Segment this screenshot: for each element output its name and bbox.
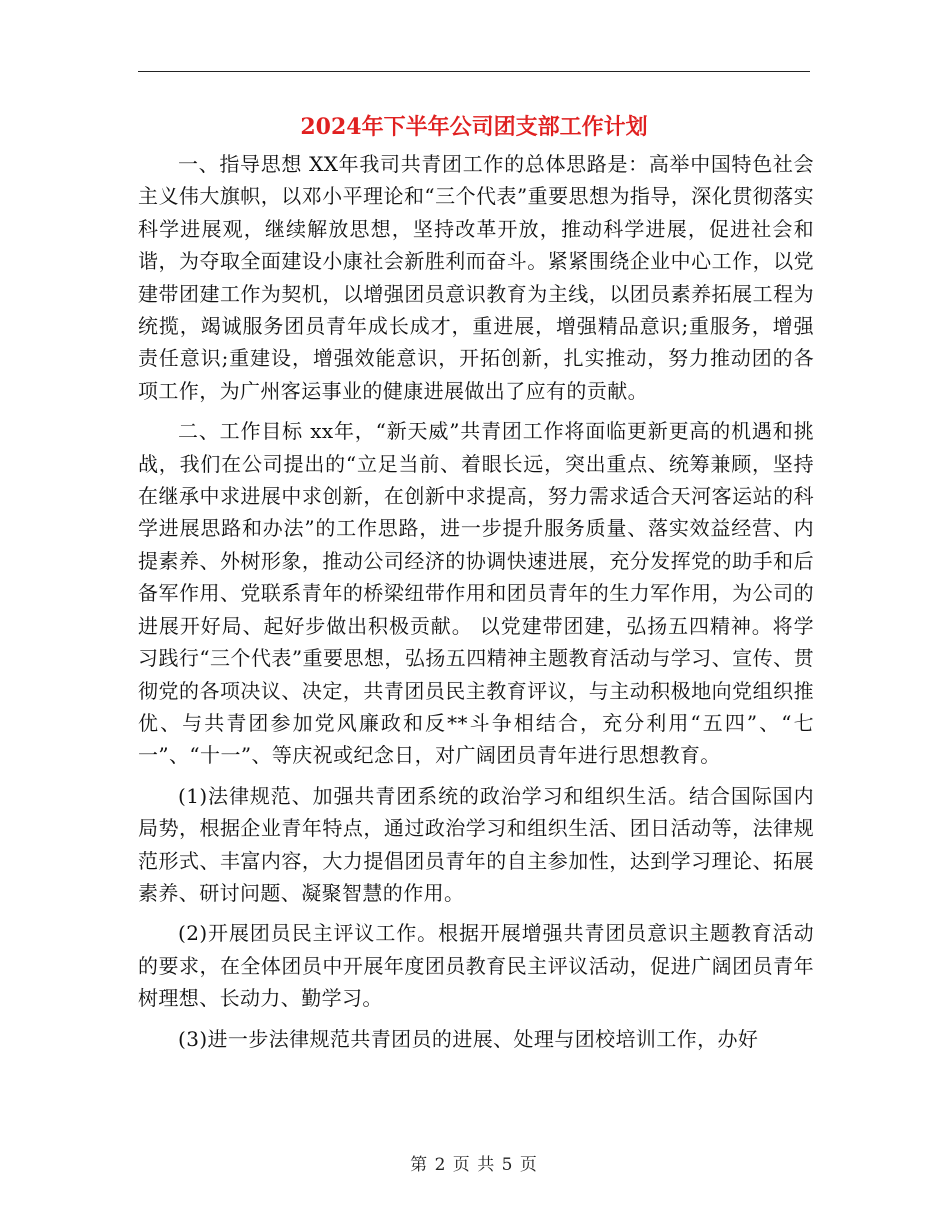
paragraph-guiding-ideology: 一、指导思想 XX年我司共青团工作的总体思路是：高举中国特色社会主义伟大旗帜，以邓小平理论和“三个代表”重要思想为指导，深化贯彻落实科学进展观，继续解放思想，坚持改革开放，推动科学进展，促进社会和谐，为夺取全面建设小康社会新胜利而奋斗。紧紧围绕企业中心工作，以党建带团建工作为契机，以增强团员意识教育为主线，以团员素养拓展工程为统揽，竭诚服务团员青年成长成才，重进展，增强精品意识;重服务，增强责任意识;重建设，增强效能意识，开拓创新，扎实推动，努力推动团的各项工作，为广州客运事业的健康进展做出了应有的贡献。 xyxy=(138,152,814,403)
document-title: 2024年下半年公司团支部工作计划 xyxy=(300,114,648,140)
header-rule xyxy=(138,71,810,72)
paragraph-work-goals: 二、工作目标 xx年，“新天威”共青团工作将面临更新更高的机遇和挑战，我们在公司提出的“立足当前、着眼长远，突出重点、统筹兼顾，坚持在继承中求进展中求创新，在创新中求提高，努力需求适合天河客运站的科学进展思路和办法”的工作思路，进一步提升服务质量、落实效益经营、内提素养、外树形象，推动公司经济的协调快速进展，充分发挥党的助手和后备军作用、党联系青年的桥梁纽带作用和团员青年的生力军作用，为公司的进展开好局、起好步做出积极贡献。 以党建带团建，弘扬五四精神。将学习践行“三个代表”重要思想，弘扬五四精神主题教育活动与学习、宣传、贯彻党的各项决议、决定，共青团员民主教育评议，与主动积极地向党组织推优、与共青团参加党风廉政和反**斗争相结合，充分利用“五四”、“七一”、“十一”、等庆祝或纪念日，对广阔团员青年进行思想教育。 xyxy=(138,419,814,768)
paragraph-item-2: (2)开展团员民主评议工作。根据开展增强共青团员意识主题教育活动的要求，在全体团员中开展年度团员教育民主评议活动，促进广阔团员青年树理想、长动力、勤学习。 xyxy=(138,921,814,1011)
document-body xyxy=(138,148,814,1063)
paragraph-item-1: (1)法律规范、加强共青团系统的政治学习和组织生活。结合国际国内局势，根据企业青年特点，通过政治学习和组织生活、团日活动等，法律规范形式、丰富内容，大力提倡团员青年的自主参加性，达到学习理论、拓展素养、研讨问题、凝聚智慧的作用。 xyxy=(138,783,814,905)
page-number-footer: 第 2 页 共 5 页 xyxy=(410,1155,538,1175)
paragraph-item-3: (3)进一步法律规范共青团员的进展、处理与团校培训工作，办好 xyxy=(178,1026,759,1051)
